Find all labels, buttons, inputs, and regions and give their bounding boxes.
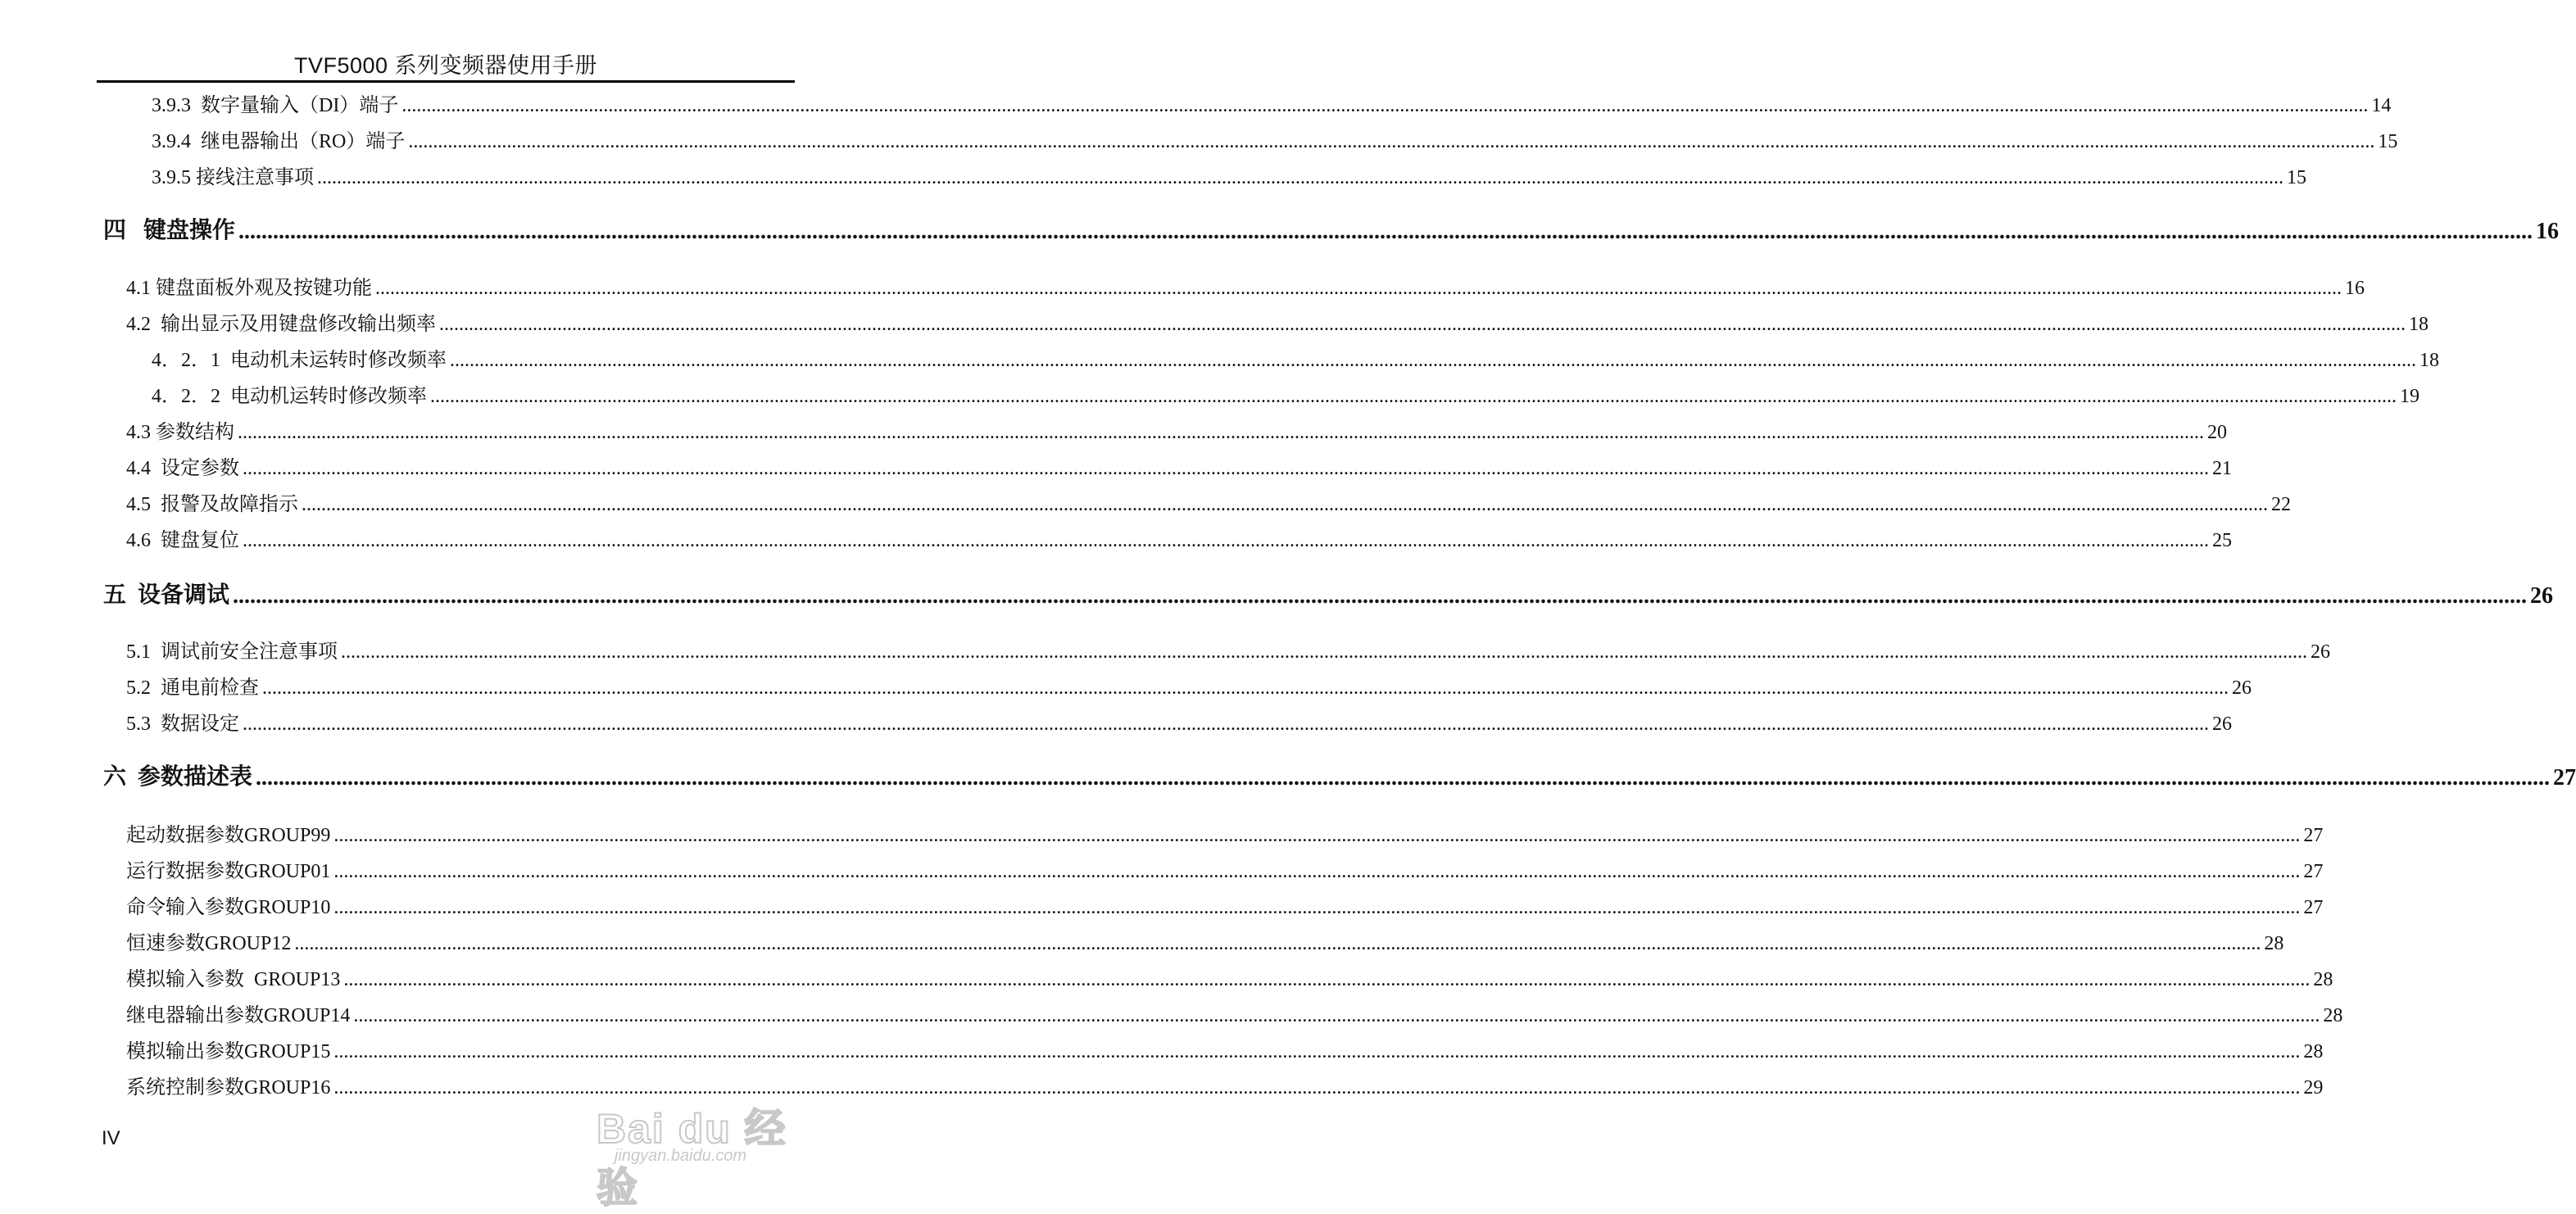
toc-entry[interactable]	[126, 528, 2232, 552]
toc-entry-page: 25	[2212, 530, 2232, 551]
toc-leader-dots: ................................................................................................................................................................................................................................................................................................................................................................................................................	[333, 1041, 2301, 1062]
document-header-title: TVF5000 系列变频器使用手册	[293, 53, 598, 78]
toc-entry[interactable]	[126, 491, 2291, 516]
toc-entry[interactable]	[126, 931, 2284, 955]
toc-entry-title: 模拟输入参数 GROUP13	[126, 963, 343, 991]
toc-leader-dots: ................................................................................................................................................................................................................................................................................................................................................................................................................	[243, 458, 2209, 479]
toc-leader-dots: ................................................................................................................................................................................................................................................................................................................................................................................................................	[408, 131, 2375, 152]
toc-entry-page: 16	[2345, 278, 2365, 299]
toc-entry-title: 5.3 数据设定	[126, 707, 243, 736]
toc-entry[interactable]	[126, 858, 2324, 883]
toc-leader-dots: ................................................................................................................................................................................................................................................................................................................................................................................................................	[333, 1077, 2301, 1098]
toc-leader-dots: ................................................................................................................................................................................................................................................................................................................................................................................................................	[343, 969, 2311, 990]
toc-entry-page: 26	[2232, 677, 2252, 699]
toc-leader-dots: ................................................................................................................................................................................................................................................................................................................................................................................................................	[353, 1005, 2320, 1026]
toc-entry-title: 起动数据参数GROUP99	[126, 818, 333, 847]
toc-entry-page: 27	[2303, 861, 2324, 882]
toc-leader-dots: ................................................................................................................................................................................................................................................................................................................................................................................................................	[333, 897, 2301, 918]
toc-entry-title: 四 键盘操作	[103, 212, 238, 245]
toc-entry-title: 五 设备调试	[103, 577, 233, 609]
watermark-url: jingyan.baidu.com	[615, 1147, 747, 1165]
page-number: IV	[102, 1127, 120, 1149]
toc-entry-title: 4.6 键盘复位	[126, 523, 243, 552]
toc-entry-title: 4.5 报警及故障指示	[126, 487, 302, 516]
toc-leader-dots: ................................................................................................................................................................................................................................................................................................................................................................................................................	[341, 641, 2307, 663]
toc-entry-page: 15	[2287, 167, 2306, 188]
toc-leader-dots: ................................................................................................................................................................................................................................................................................................................................................................................................................	[294, 933, 2261, 954]
toc-leader-dots: ................................................................................................................................................................................................................................................................................................................................................................................................................	[256, 765, 2551, 790]
baidu-jingyan-watermark	[596, 1096, 793, 1211]
toc-leader-dots: ................................................................................................................................................................................................................................................................................................................................................................................................................	[401, 95, 2369, 116]
toc-entry-page: 16	[2536, 219, 2560, 244]
toc-entry-title: 继电器输出参数GROUP14	[126, 999, 353, 1027]
toc-leader-dots: ................................................................................................................................................................................................................................................................................................................................................................................................................	[243, 713, 2209, 735]
toc-leader-dots: ................................................................................................................................................................................................................................................................................................................................................................................................................	[439, 314, 2406, 335]
toc-entry-title: 运行数据参数GROUP01	[126, 854, 333, 883]
toc-entry-page: 20	[2207, 422, 2227, 443]
toc-leader-dots: ................................................................................................................................................................................................................................................................................................................................................................................................................	[317, 167, 2283, 188]
toc-entry-title: 4.4 设定参数	[126, 451, 243, 480]
toc-entry-page: 19	[2400, 386, 2420, 407]
toc-entry[interactable]	[126, 419, 2227, 444]
toc-entry-title: 恒速参数GROUP12	[126, 926, 294, 955]
toc-chapter-entry[interactable]	[103, 215, 2560, 245]
toc-entry-page: 27	[2553, 765, 2576, 790]
toc-entry[interactable]	[126, 967, 2333, 991]
toc-entry-page: 21	[2212, 458, 2232, 479]
toc-leader-dots: ................................................................................................................................................................................................................................................................................................................................................................................................................	[430, 386, 2397, 407]
toc-leader-dots: ................................................................................................................................................................................................................................................................................................................................................................................................................	[375, 278, 2342, 299]
toc-entry-page: 14	[2371, 95, 2392, 116]
toc-entry-page: 28	[2264, 933, 2284, 954]
toc-entry-title: 4.2 输出显示及用键盘修改输出频率	[126, 307, 439, 336]
toc-entry[interactable]	[126, 1039, 2324, 1063]
toc-leader-dots: ................................................................................................................................................................................................................................................................................................................................................................................................................	[243, 530, 2209, 551]
header-rule	[97, 80, 795, 83]
toc-entry-page: 27	[2303, 897, 2324, 918]
toc-entry-page: 18	[2409, 314, 2429, 335]
toc-entry-title: 3.9.4 继电器输出（RO）端子	[152, 125, 408, 153]
toc-entry[interactable]	[126, 275, 2365, 300]
toc-chapter-entry[interactable]	[103, 762, 2576, 791]
toc-leader-dots: ................................................................................................................................................................................................................................................................................................................................................................................................................	[262, 677, 2229, 699]
toc-entry[interactable]	[126, 1003, 2343, 1027]
toc-entry-page: 18	[2420, 350, 2439, 371]
toc-entry[interactable]	[152, 383, 2420, 408]
toc-entry-title: 系统控制参数GROUP16	[126, 1071, 333, 1099]
toc-entry[interactable]	[126, 675, 2252, 700]
toc-entry-page: 28	[2303, 1041, 2324, 1062]
toc-leader-dots: ................................................................................................................................................................................................................................................................................................................................................................................................................	[238, 422, 2204, 443]
toc-entry-page: 22	[2271, 494, 2291, 515]
toc-entry[interactable]	[126, 711, 2232, 736]
toc-leader-dots: ................................................................................................................................................................................................................................................................................................................................................................................................................	[233, 583, 2528, 609]
toc-entry[interactable]	[126, 311, 2429, 336]
toc-leader-dots: ................................................................................................................................................................................................................................................................................................................................................................................................................	[238, 219, 2533, 244]
toc-entry[interactable]	[126, 455, 2232, 480]
toc-entry[interactable]	[126, 895, 2324, 919]
toc-entry-page: 26	[2311, 641, 2330, 663]
toc-entry-page: 26	[2212, 713, 2232, 735]
toc-entry-page: 29	[2303, 1077, 2324, 1098]
toc-entry-title: 模拟输出参数GROUP15	[126, 1035, 333, 1063]
toc-entry-title: 4.1 键盘面板外观及按键功能	[126, 271, 375, 300]
toc-entry[interactable]	[152, 165, 2306, 189]
toc-leader-dots: ................................................................................................................................................................................................................................................................................................................................................................................................................	[333, 825, 2301, 846]
toc-entry[interactable]	[152, 347, 2439, 372]
toc-entry-page: 27	[2303, 825, 2324, 846]
toc-entry-title: 5.2 通电前检查	[126, 671, 262, 700]
toc-entry[interactable]	[152, 93, 2392, 117]
toc-entry-title: 3.9.3 数字量输入（DI）端子	[152, 88, 401, 117]
toc-leader-dots: ................................................................................................................................................................................................................................................................................................................................................................................................................	[333, 861, 2301, 882]
toc-entry-page: 26	[2530, 583, 2554, 609]
toc-entry-title: 5.1 调试前安全注意事项	[126, 635, 341, 664]
watermark-logo: Bai du 经验	[596, 1106, 787, 1211]
toc-entry[interactable]	[126, 822, 2324, 847]
toc-chapter-entry[interactable]	[103, 580, 2554, 609]
toc-entry-title: 4.3 参数结构	[126, 415, 238, 444]
toc-entry-title: 4．2．2 电动机运转时修改频率	[152, 379, 430, 408]
toc-leader-dots: ................................................................................................................................................................................................................................................................................................................................................................................................................	[302, 494, 2268, 515]
toc-leader-dots: ................................................................................................................................................................................................................................................................................................................................................................................................................	[450, 350, 2416, 371]
toc-entry-page: 28	[2313, 969, 2333, 990]
toc-entry-page: 28	[2323, 1005, 2343, 1026]
toc-entry-title: 六 参数描述表	[103, 759, 256, 791]
toc-entry[interactable]	[126, 639, 2330, 664]
toc-entry-title: 命令输入参数GROUP10	[126, 890, 333, 919]
toc-entry-page: 15	[2378, 131, 2398, 152]
toc-entry[interactable]	[152, 129, 2398, 153]
toc-entry-title: 4．2．1 电动机未运转时修改频率	[152, 343, 450, 372]
toc-entry-title: 3.9.5 接线注意事项	[152, 161, 317, 189]
